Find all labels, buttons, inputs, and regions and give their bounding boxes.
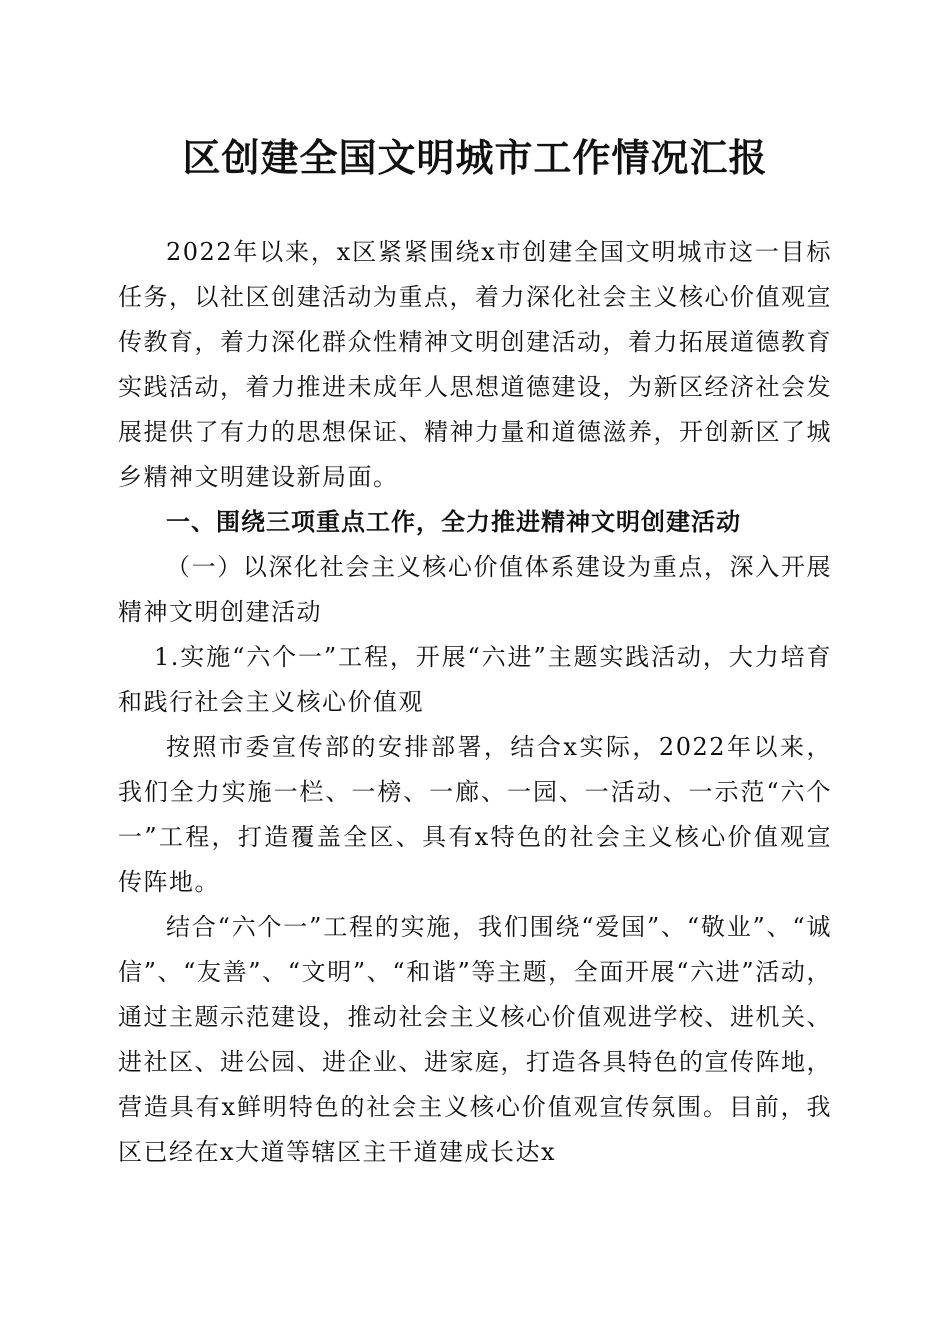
intro-paragraph: 2022年以来，x区紧紧围绕x市创建全国文明城市这一目标任务，以社区创建活动为重点，着力深化社会主义核心价值观宣传教育，着力深化群众性精神文明创建活动，着力拓展道德教育实践活动，着力推进未成年人思想道德建设，为新区经济社会发展提供了有力的思想保证、精神力量和道德滋养，开创新区了城乡精神文明建设新局面。 [118,238,832,491]
document-body [118,230,832,1175]
subsection-heading-1: （一）以深化社会主义核心价值体系建设为重点，深入开展精神文明创建活动 [118,553,832,626]
body-paragraph: 结合“六个一”工程的实施，我们围绕“爱国”、“敬业”、“诚信”、“友善”、“文明”、“和谐”等主题，全面开展“六进”活动，通过主题示范建设，推动社会主义核心价值观进学校、进机关、进社区、进公园、进企业、进家庭，打造各具特色的宣传阵地，营造具有x鲜明特色的社会主义核心价值观宣传氛围。目前，我区已经在x大道等辖区主干道建成长达x [118,913,832,1166]
section-heading-1: 一、围绕三项重点工作，全力推进精神文明创建活动 [166,508,741,536]
body-paragraph: 按照市委宣传部的安排部署，结合x实际，2022年以来，我们全力实施一栏、一榜、一廊、一园、一活动、一示范“六个一”工程，打造覆盖全区、具有x特色的社会主义核心价值观宣传阵地。 [118,733,832,896]
item-heading-1: 1.实施“六个一”工程，开展“六进”主题实践活动，大力培育和践行社会主义核心价值观 [118,643,832,716]
document-title: 区创建全国文明城市工作情况汇报 [182,136,768,180]
